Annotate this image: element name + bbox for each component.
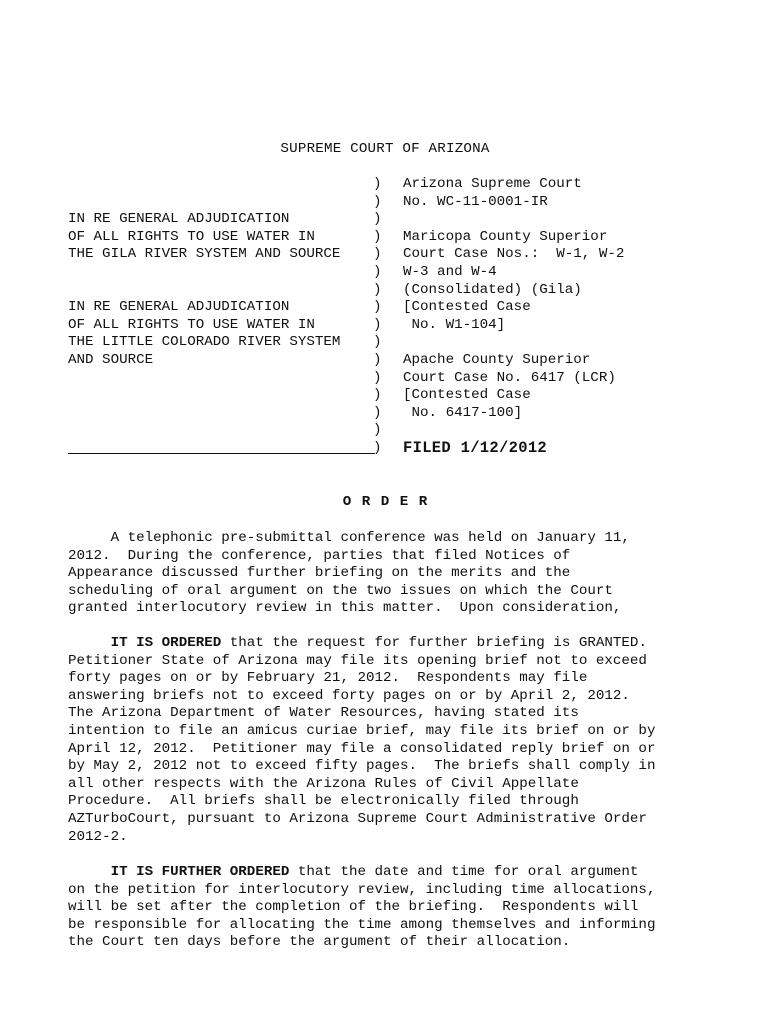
caption-paren: ) (373, 387, 382, 404)
paragraph-line: A telephonic pre-submittal conference was held on January 11, (68, 530, 630, 546)
caption-paren: ) (373, 228, 382, 245)
caption-paren: ) (373, 334, 382, 351)
caption-row (0, 264, 770, 282)
order-lead-rest: that the request for further briefing is GRANTED. (221, 635, 647, 651)
caption-row (0, 282, 770, 300)
paragraph-line: the Court ten days before the argument of their allocation. (68, 934, 571, 951)
case-caption (0, 176, 770, 458)
caption-case-text: W-3 and W-4 (403, 263, 497, 280)
order-lead-text: IT IS ORDERED (110, 635, 222, 651)
paragraph-line: on the petition for interlocutory review, including time allocations, (68, 881, 656, 898)
paragraph-conference (68, 530, 708, 618)
caption-case-text: No. WC-11-0001-IR (403, 193, 548, 210)
paragraph-line: intention to file an amicus curiae brief, may file its brief on or by (68, 722, 656, 739)
caption-row (0, 405, 770, 423)
caption-row (0, 370, 770, 388)
caption-case-text: Court Case Nos.: W-1, W-2 (403, 246, 625, 263)
caption-paren: ) (373, 369, 382, 386)
caption-party-text: OF ALL RIGHTS TO USE WATER IN (68, 316, 315, 333)
caption-party-text: AND SOURCE (68, 351, 154, 368)
filed-stamp: FILED 1/12/2012 (403, 438, 548, 457)
paragraph-line: all other respects with the Arizona Rules of Civil Appellate (68, 775, 579, 792)
caption-row (0, 317, 770, 335)
caption-paren: ) (373, 422, 382, 439)
paragraph-line: Procedure. All briefs shall be electronically filed through (68, 793, 579, 810)
paragraph-line: Appearance discussed further briefing on the merits and the (68, 565, 571, 582)
paragraph-it-is-further-ordered (68, 864, 708, 952)
paragraph-line: 2012. During the conference, parties that filed Notices of (68, 547, 571, 564)
caption-party-text: THE GILA RIVER SYSTEM AND SOURCE (68, 246, 341, 263)
caption-row (0, 422, 770, 440)
caption-paren: ) (373, 316, 382, 333)
caption-paren: ) (373, 439, 382, 456)
order-lead-rest: that the date and time for oral argument (289, 864, 639, 880)
paragraph-line: April 12, 2012. Petitioner may file a consolidated reply brief on or (68, 740, 656, 757)
paragraph-line: will be set after the completion of the briefing. Respondents will (68, 899, 639, 916)
caption-row (0, 299, 770, 317)
paragraph-line: forty pages on or by February 21, 2012. Respondents may file (68, 670, 588, 687)
paragraph-line: by May 2, 2012 not to exceed fifty pages. The briefs shall comply in (68, 758, 656, 775)
caption-paren: ) (373, 281, 382, 298)
caption-paren: ) (373, 404, 382, 421)
order-title: O R D E R (342, 494, 428, 510)
caption-paren: ) (373, 193, 382, 210)
paragraph-line: Petitioner State of Arizona may file its opening brief not to exceed (68, 652, 647, 669)
caption-party-text: IN RE GENERAL ADJUDICATION (68, 211, 290, 228)
paragraph-line: scheduling of oral argument on the two issues on which the Court (68, 582, 613, 599)
caption-case-text: Maricopa County Superior (403, 228, 608, 245)
paragraph-line (68, 864, 708, 882)
caption-paren: ) (373, 351, 382, 368)
caption-paren: ) (373, 263, 382, 280)
caption-case-text: Apache County Superior (403, 351, 591, 368)
caption-case-text: (Consolidated) (Gila) (403, 281, 582, 298)
caption-party-text: IN RE GENERAL ADJUDICATION (68, 299, 290, 316)
caption-paren: ) (373, 299, 382, 316)
caption-paren: ) (373, 246, 382, 263)
caption-case-text: No. 6417-100] (403, 404, 523, 421)
paragraph-it-is-ordered (68, 635, 708, 846)
caption-row (0, 211, 770, 229)
paragraph-line: be responsible for allocating the time among themselves and informing (68, 916, 656, 933)
caption-row (0, 194, 770, 212)
paragraph-line: granted interlocutory review in this matter. Upon consideration, (68, 600, 622, 617)
caption-row (0, 246, 770, 264)
caption-row (0, 387, 770, 405)
paragraph-line: 2012-2. (68, 828, 128, 845)
caption-underline (68, 453, 375, 454)
caption-row (0, 176, 770, 194)
caption-row (0, 352, 770, 370)
caption-case-text: Court Case No. 6417 (LCR) (403, 369, 616, 386)
court-title: SUPREME COURT OF ARIZONA (280, 141, 490, 157)
caption-row (0, 334, 770, 352)
caption-case-text: Arizona Supreme Court (403, 176, 582, 192)
caption-row (0, 229, 770, 247)
paragraph-line: AZTurboCourt, pursuant to Arizona Supreme Court Administrative Order (68, 810, 647, 827)
paragraph-line (68, 635, 708, 653)
caption-paren: ) (373, 211, 382, 228)
paragraph-line: answering briefs not to exceed forty pages on or by April 2, 2012. (68, 687, 630, 704)
caption-row-filed (0, 440, 770, 458)
caption-party-text: OF ALL RIGHTS TO USE WATER IN (68, 228, 315, 245)
paragraph-line: The Arizona Department of Water Resources, having stated its (68, 705, 579, 722)
caption-case-text: No. W1-104] (403, 316, 506, 333)
caption-case-text: [Contested Case (403, 387, 531, 404)
caption-party-text: THE LITTLE COLORADO RIVER SYSTEM (68, 334, 341, 351)
caption-case-text: [Contested Case (403, 299, 531, 316)
order-lead-text: IT IS FURTHER ORDERED (110, 864, 290, 880)
caption-paren: ) (373, 176, 382, 192)
